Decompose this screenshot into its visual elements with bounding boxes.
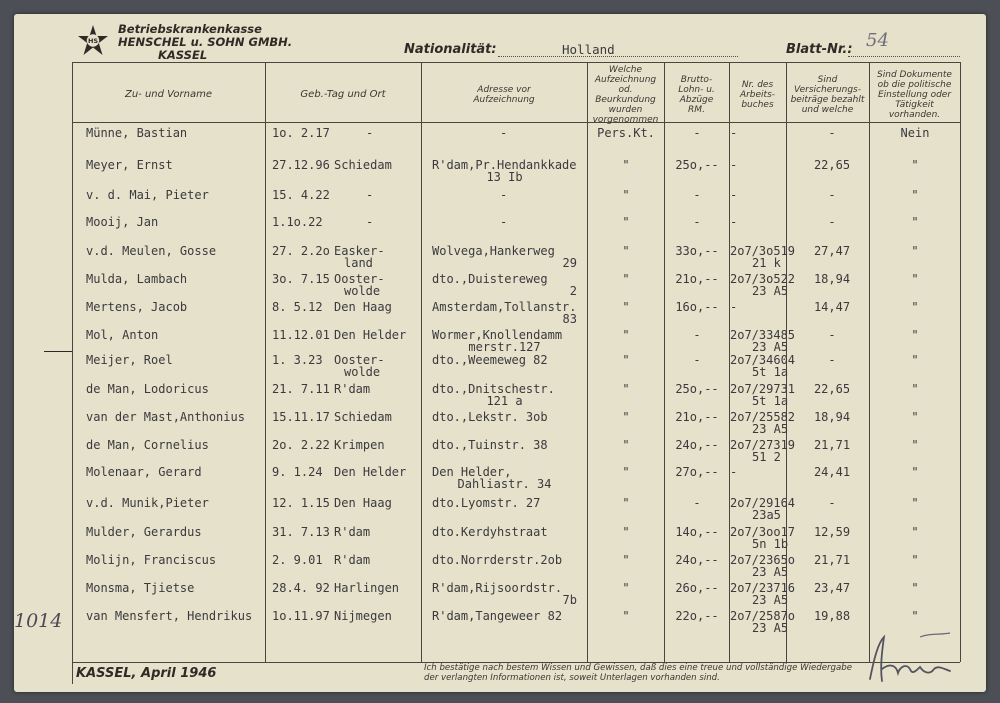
cell-address: dto.,Dnitschestr.: [432, 382, 555, 396]
cell-address: -: [500, 126, 508, 140]
cell-wage: 16o,--: [675, 300, 719, 314]
cell-insurance: -: [828, 188, 836, 202]
company-line-3: KASSEL: [158, 48, 208, 62]
cell-birth-date: 1.1o.22: [272, 215, 323, 229]
cell-address-cont: 7b: [562, 593, 577, 607]
cell-workbook-number: 2o7/34604: [730, 353, 796, 367]
cell-name: Meyer, Ernst: [86, 158, 173, 172]
cell-name: de Man, Lodoricus: [86, 382, 209, 396]
cell-address-cont: merstr.127: [468, 340, 541, 354]
colhead-insurance: Sind Versicherungs-beiträge bezahlt und welche: [790, 75, 865, 115]
cell-insurance: 21,71: [813, 438, 851, 452]
cell-birth-date: 12. 1.15: [272, 496, 330, 510]
cell-political-docs: ": [911, 328, 919, 342]
cell-address: dto.,Lekstr. 3ob: [432, 410, 548, 424]
cell-name: Münne, Bastian: [86, 126, 188, 140]
cell-record-type: ": [622, 244, 630, 258]
cell-workbook-number: 2o7/3o519: [730, 244, 796, 258]
cell-record-type: ": [622, 438, 630, 452]
cell-address: Wolvega,Hankerweg: [432, 244, 555, 258]
cell-birth-place: R'dam: [334, 553, 371, 567]
cell-birth-date: 15.11.17: [272, 410, 330, 424]
cell-birth-place-cont: land: [344, 256, 373, 270]
footer-note-line-2: der verlangten Informationen ist, soweit Unterlagen vorhanden sind.: [424, 672, 720, 683]
cell-wage: -: [693, 328, 701, 342]
cell-insurance: -: [828, 496, 836, 510]
cell-birth-date: 9. 1.24: [272, 465, 323, 479]
cell-birth-place: R'dam: [334, 525, 371, 539]
cell-insurance: 22,65: [813, 158, 851, 172]
cell-birth-place: Den Haag: [334, 496, 392, 510]
cell-workbook-number: 2o7/29164: [730, 496, 796, 510]
cell-political-docs: ": [911, 581, 919, 595]
cell-birth-date: 15. 4.22: [272, 188, 330, 202]
cell-wage: -: [693, 215, 701, 229]
cell-wage: 14o,--: [675, 525, 719, 539]
cell-birth-date: 3o. 7.15: [272, 272, 330, 286]
cell-workbook-number: 2o7/2365o: [730, 553, 796, 567]
cell-address-cont: 29: [562, 256, 577, 270]
cell-name: van der Mast,Anthonius: [86, 410, 245, 424]
cell-insurance: 18,94: [813, 410, 851, 424]
cell-address: R'dam,Tangeweer 82: [432, 609, 563, 623]
cell-birth-place: Krimpen: [334, 438, 385, 452]
cell-birth-date: 2o. 2.22: [272, 438, 330, 452]
margin-archive-number: 1014: [14, 610, 63, 632]
cell-address: dto.,Duistereweg: [432, 272, 548, 286]
cell-workbook-number: 2o7/29731: [730, 382, 796, 396]
cell-workbook-number: 2o7/3oo17: [730, 525, 796, 539]
cell-political-docs: ": [911, 553, 919, 567]
cell-record-type: ": [622, 272, 630, 286]
cell-insurance: -: [828, 126, 836, 140]
cell-wage: 27o,--: [675, 465, 719, 479]
cell-political-docs: ": [911, 410, 919, 424]
cell-insurance: 21,71: [813, 553, 851, 567]
cell-record-type: Pers.Kt.: [597, 126, 655, 140]
cell-name: Molenaar, Gerard: [86, 465, 202, 479]
cell-political-docs: ": [911, 496, 919, 510]
colhead-address: Adresse vor Aufzeichnung: [473, 85, 535, 105]
cell-political-docs: ": [911, 158, 919, 172]
cell-record-type: ": [622, 410, 630, 424]
cell-record-type: ": [622, 465, 630, 479]
cell-record-type: ": [622, 525, 630, 539]
cell-workbook-cont: 5t 1a: [752, 394, 789, 408]
cell-workbook-cont: 51 2: [752, 450, 781, 464]
cell-workbook-cont: 23 A5: [752, 565, 789, 579]
sheet-number-value: 54: [866, 30, 889, 51]
col-divider-1: [265, 62, 266, 662]
cell-record-type: ": [622, 158, 630, 172]
cell-birth-place: -: [366, 188, 374, 202]
cell-name: Mulda, Lambach: [86, 272, 188, 286]
cell-wage: -: [693, 188, 701, 202]
footer-place-date: KASSEL, April 1946: [76, 666, 217, 681]
cell-record-type: ": [622, 353, 630, 367]
cell-birth-date: 8. 5.12: [272, 300, 323, 314]
cell-name: Mertens, Jacob: [86, 300, 188, 314]
cell-workbook-number: 2o7/33485: [730, 328, 796, 342]
cell-birth-date: 27.12.96: [272, 158, 330, 172]
cell-record-type: ": [622, 188, 630, 202]
cell-birth-place: -: [366, 126, 374, 140]
cell-birth-place: -: [366, 215, 374, 229]
cell-birth-date: 1o. 2.17: [272, 126, 330, 140]
cell-address-cont: Dahliastr. 34: [457, 477, 552, 491]
cell-birth-place: R'dam: [334, 382, 371, 396]
cell-address: Amsterdam,Tollanstr.: [432, 300, 577, 314]
cell-political-docs: ": [911, 188, 919, 202]
nationality-value: Holland: [562, 42, 615, 57]
cell-political-docs: Nein: [900, 126, 930, 140]
cell-political-docs: ": [911, 525, 919, 539]
cell-political-docs: ": [911, 382, 919, 396]
cell-political-docs: ": [911, 300, 919, 314]
cell-political-docs: ": [911, 272, 919, 286]
cell-birth-date: 2. 9.01: [272, 553, 323, 567]
cell-wage: 21o,--: [675, 272, 719, 286]
cell-birth-place: Den Helder: [334, 328, 407, 342]
cell-workbook-number: -: [730, 158, 738, 172]
cell-insurance: 23,47: [813, 581, 851, 595]
sheet-number-line: [848, 56, 960, 57]
cell-workbook-number: 2o7/27319: [730, 438, 796, 452]
cell-record-type: ": [622, 300, 630, 314]
company-line-1: Betriebskrankenkasse: [118, 22, 262, 36]
signature-scribble: [860, 629, 956, 687]
cell-name: Mol, Anton: [86, 328, 159, 342]
cell-name: van Mensfert, Hendrikus: [86, 609, 253, 623]
cell-address-cont: 13 Ib: [486, 170, 523, 184]
nationality-label: Nationalität:: [404, 42, 497, 57]
company-line-2: HENSCHEL u. SOHN GMBH.: [118, 35, 293, 49]
cell-insurance: 24,41: [813, 465, 851, 479]
cell-workbook-cont: 5t 1a: [752, 365, 789, 379]
cell-wage: 33o,--: [675, 244, 719, 258]
cell-record-type: ": [622, 328, 630, 342]
colhead-wage: Brutto-Lohn- u. Abzüge RM.: [678, 75, 715, 115]
footer-note-line-1: Ich bestätige nach bestem Wissen und Gewissen, daß dies eine treue und vollständige Wiedergabe: [424, 663, 853, 673]
cell-birth-place: Nijmegen: [334, 609, 392, 623]
cell-name: de Man, Cornelius: [86, 438, 209, 452]
colhead-name: Zu- und Vorname: [124, 89, 213, 100]
cell-wage: 22o,--: [675, 609, 719, 623]
table-left-border: [72, 62, 73, 684]
cell-political-docs: ": [911, 609, 919, 623]
cell-insurance: 27,47: [813, 244, 851, 258]
cell-insurance: 14,47: [813, 300, 851, 314]
cell-insurance: 18,94: [813, 272, 851, 286]
cell-address: -: [500, 215, 508, 229]
cell-address-cont: 83: [562, 312, 577, 326]
cell-name: v.d. Meulen, Gosse: [86, 244, 217, 258]
cell-workbook-cont: 23 A5: [752, 621, 789, 635]
cell-wage: 25o,--: [675, 382, 719, 396]
cell-workbook-cont: 23a5: [752, 508, 781, 522]
sheet-number-label: Blatt-Nr.:: [786, 42, 853, 57]
cell-address: Wormer,Knollendamm: [432, 328, 563, 342]
cell-birth-date: 21. 7.11: [272, 382, 330, 396]
cell-insurance: 12,59: [813, 525, 851, 539]
colhead-record: Welche Aufzeichnung od. Beurkundung wurden vorgenommen: [592, 65, 659, 125]
cell-insurance: -: [828, 215, 836, 229]
cell-workbook-number: -: [730, 126, 738, 140]
cell-name: Mooij, Jan: [86, 215, 159, 229]
cell-name: Monsma, Tjietse: [86, 581, 195, 595]
col-divider-2: [421, 62, 422, 662]
cell-workbook-number: 2o7/3o522: [730, 272, 796, 286]
cell-birth-place: Ooster-: [334, 272, 385, 286]
cell-address-cont: 2: [569, 284, 577, 298]
margin-punch-mark: [44, 351, 72, 352]
cell-workbook-number: 2o7/23716: [730, 581, 796, 595]
cell-address: R'dam,Pr.Hendankkade: [432, 158, 577, 172]
cell-birth-place-cont: wolde: [344, 365, 381, 379]
colhead-political: Sind Dokumente ob die politische Einstellung oder Tätigkeit vorhanden.: [877, 70, 952, 120]
cell-workbook-cont: 21 k: [752, 256, 781, 270]
cell-address: dto.Kerdyhstraat: [432, 525, 548, 539]
cell-insurance: 19,88: [813, 609, 851, 623]
cell-name: Meijer, Roel: [86, 353, 173, 367]
cell-wage: -: [693, 126, 701, 140]
colhead-workbook: Nr. des Arbeits-buches: [739, 80, 776, 110]
cell-address: dto.,Tuinstr. 38: [432, 438, 548, 452]
cell-wage: -: [693, 353, 701, 367]
cell-record-type: ": [622, 581, 630, 595]
cell-workbook-cont: 23 A5: [752, 593, 789, 607]
cell-political-docs: ": [911, 244, 919, 258]
nationality-line: [498, 56, 738, 57]
table-right-border: [960, 62, 961, 662]
cell-name: v.d. Munik,Pieter: [86, 496, 209, 510]
cell-birth-place: Ooster-: [334, 353, 385, 367]
cell-birth-date: 1o.11.97: [272, 609, 330, 623]
cell-address: dto.Norrderstr.2ob: [432, 553, 563, 567]
cell-workbook-cont: 23 A5: [752, 340, 789, 354]
cell-address: dto.,Weemeweg 82: [432, 353, 548, 367]
cell-birth-place: Easker-: [334, 244, 385, 258]
document-sheet: [14, 14, 986, 692]
cell-birth-place: Den Haag: [334, 300, 392, 314]
cell-workbook-cont: 5n 1b: [752, 537, 789, 551]
cell-workbook-number: -: [730, 188, 738, 202]
cell-address: R'dam,Rijsoordstr.: [432, 581, 563, 595]
cell-political-docs: ": [911, 353, 919, 367]
cell-name: Molijn, Franciscus: [86, 553, 217, 567]
cell-workbook-number: -: [730, 215, 738, 229]
cell-wage: 24o,--: [675, 438, 719, 452]
cell-political-docs: ": [911, 465, 919, 479]
cell-workbook-cont: 23 A5: [752, 422, 789, 436]
cell-birth-date: 11.12.01: [272, 328, 330, 342]
header-bottom-border: [72, 122, 960, 123]
cell-birth-place: Harlingen: [334, 581, 400, 595]
cell-birth-place: Schiedam: [334, 158, 392, 172]
colhead-birth: Geb.-Tag und Ort: [300, 89, 386, 100]
cell-birth-date: 1. 3.23: [272, 353, 323, 367]
cell-wage: 25o,--: [675, 158, 719, 172]
henschel-star-logo: [76, 24, 110, 58]
company-name: [118, 23, 292, 62]
cell-record-type: ": [622, 382, 630, 396]
cell-birth-place-cont: wolde: [344, 284, 381, 298]
cell-record-type: ": [622, 609, 630, 623]
svg-text:HS: HS: [87, 37, 99, 46]
cell-name: v. d. Mai, Pieter: [86, 188, 209, 202]
table-top-border: [72, 62, 960, 63]
cell-birth-date: 27. 2.2o: [272, 244, 330, 258]
cell-birth-place: Schiedam: [334, 410, 392, 424]
cell-insurance: 22,65: [813, 382, 851, 396]
cell-address: Den Helder,: [432, 465, 512, 479]
cell-wage: -: [693, 496, 701, 510]
cell-record-type: ": [622, 553, 630, 567]
cell-insurance: -: [828, 328, 836, 342]
cell-address-cont: 121 a: [486, 394, 523, 408]
cell-record-type: ": [622, 496, 630, 510]
cell-workbook-number: -: [730, 465, 738, 479]
cell-name: Mulder, Gerardus: [86, 525, 202, 539]
cell-political-docs: ": [911, 215, 919, 229]
cell-political-docs: ": [911, 438, 919, 452]
cell-address: -: [500, 188, 508, 202]
cell-wage: 24o,--: [675, 553, 719, 567]
cell-workbook-number: 2o7/2587o: [730, 609, 796, 623]
cell-wage: 21o,--: [675, 410, 719, 424]
cell-insurance: -: [828, 353, 836, 367]
cell-workbook-cont: 23 A5: [752, 284, 789, 298]
cell-address: dto.Lyomstr. 27: [432, 496, 541, 510]
cell-birth-place: Den Helder: [334, 465, 407, 479]
cell-record-type: ": [622, 215, 630, 229]
cell-wage: 26o,--: [675, 581, 719, 595]
cell-workbook-number: -: [730, 300, 738, 314]
cell-birth-date: 31. 7.13: [272, 525, 330, 539]
cell-workbook-number: 2o7/25582: [730, 410, 796, 424]
cell-birth-date: 28.4. 92: [272, 581, 330, 595]
